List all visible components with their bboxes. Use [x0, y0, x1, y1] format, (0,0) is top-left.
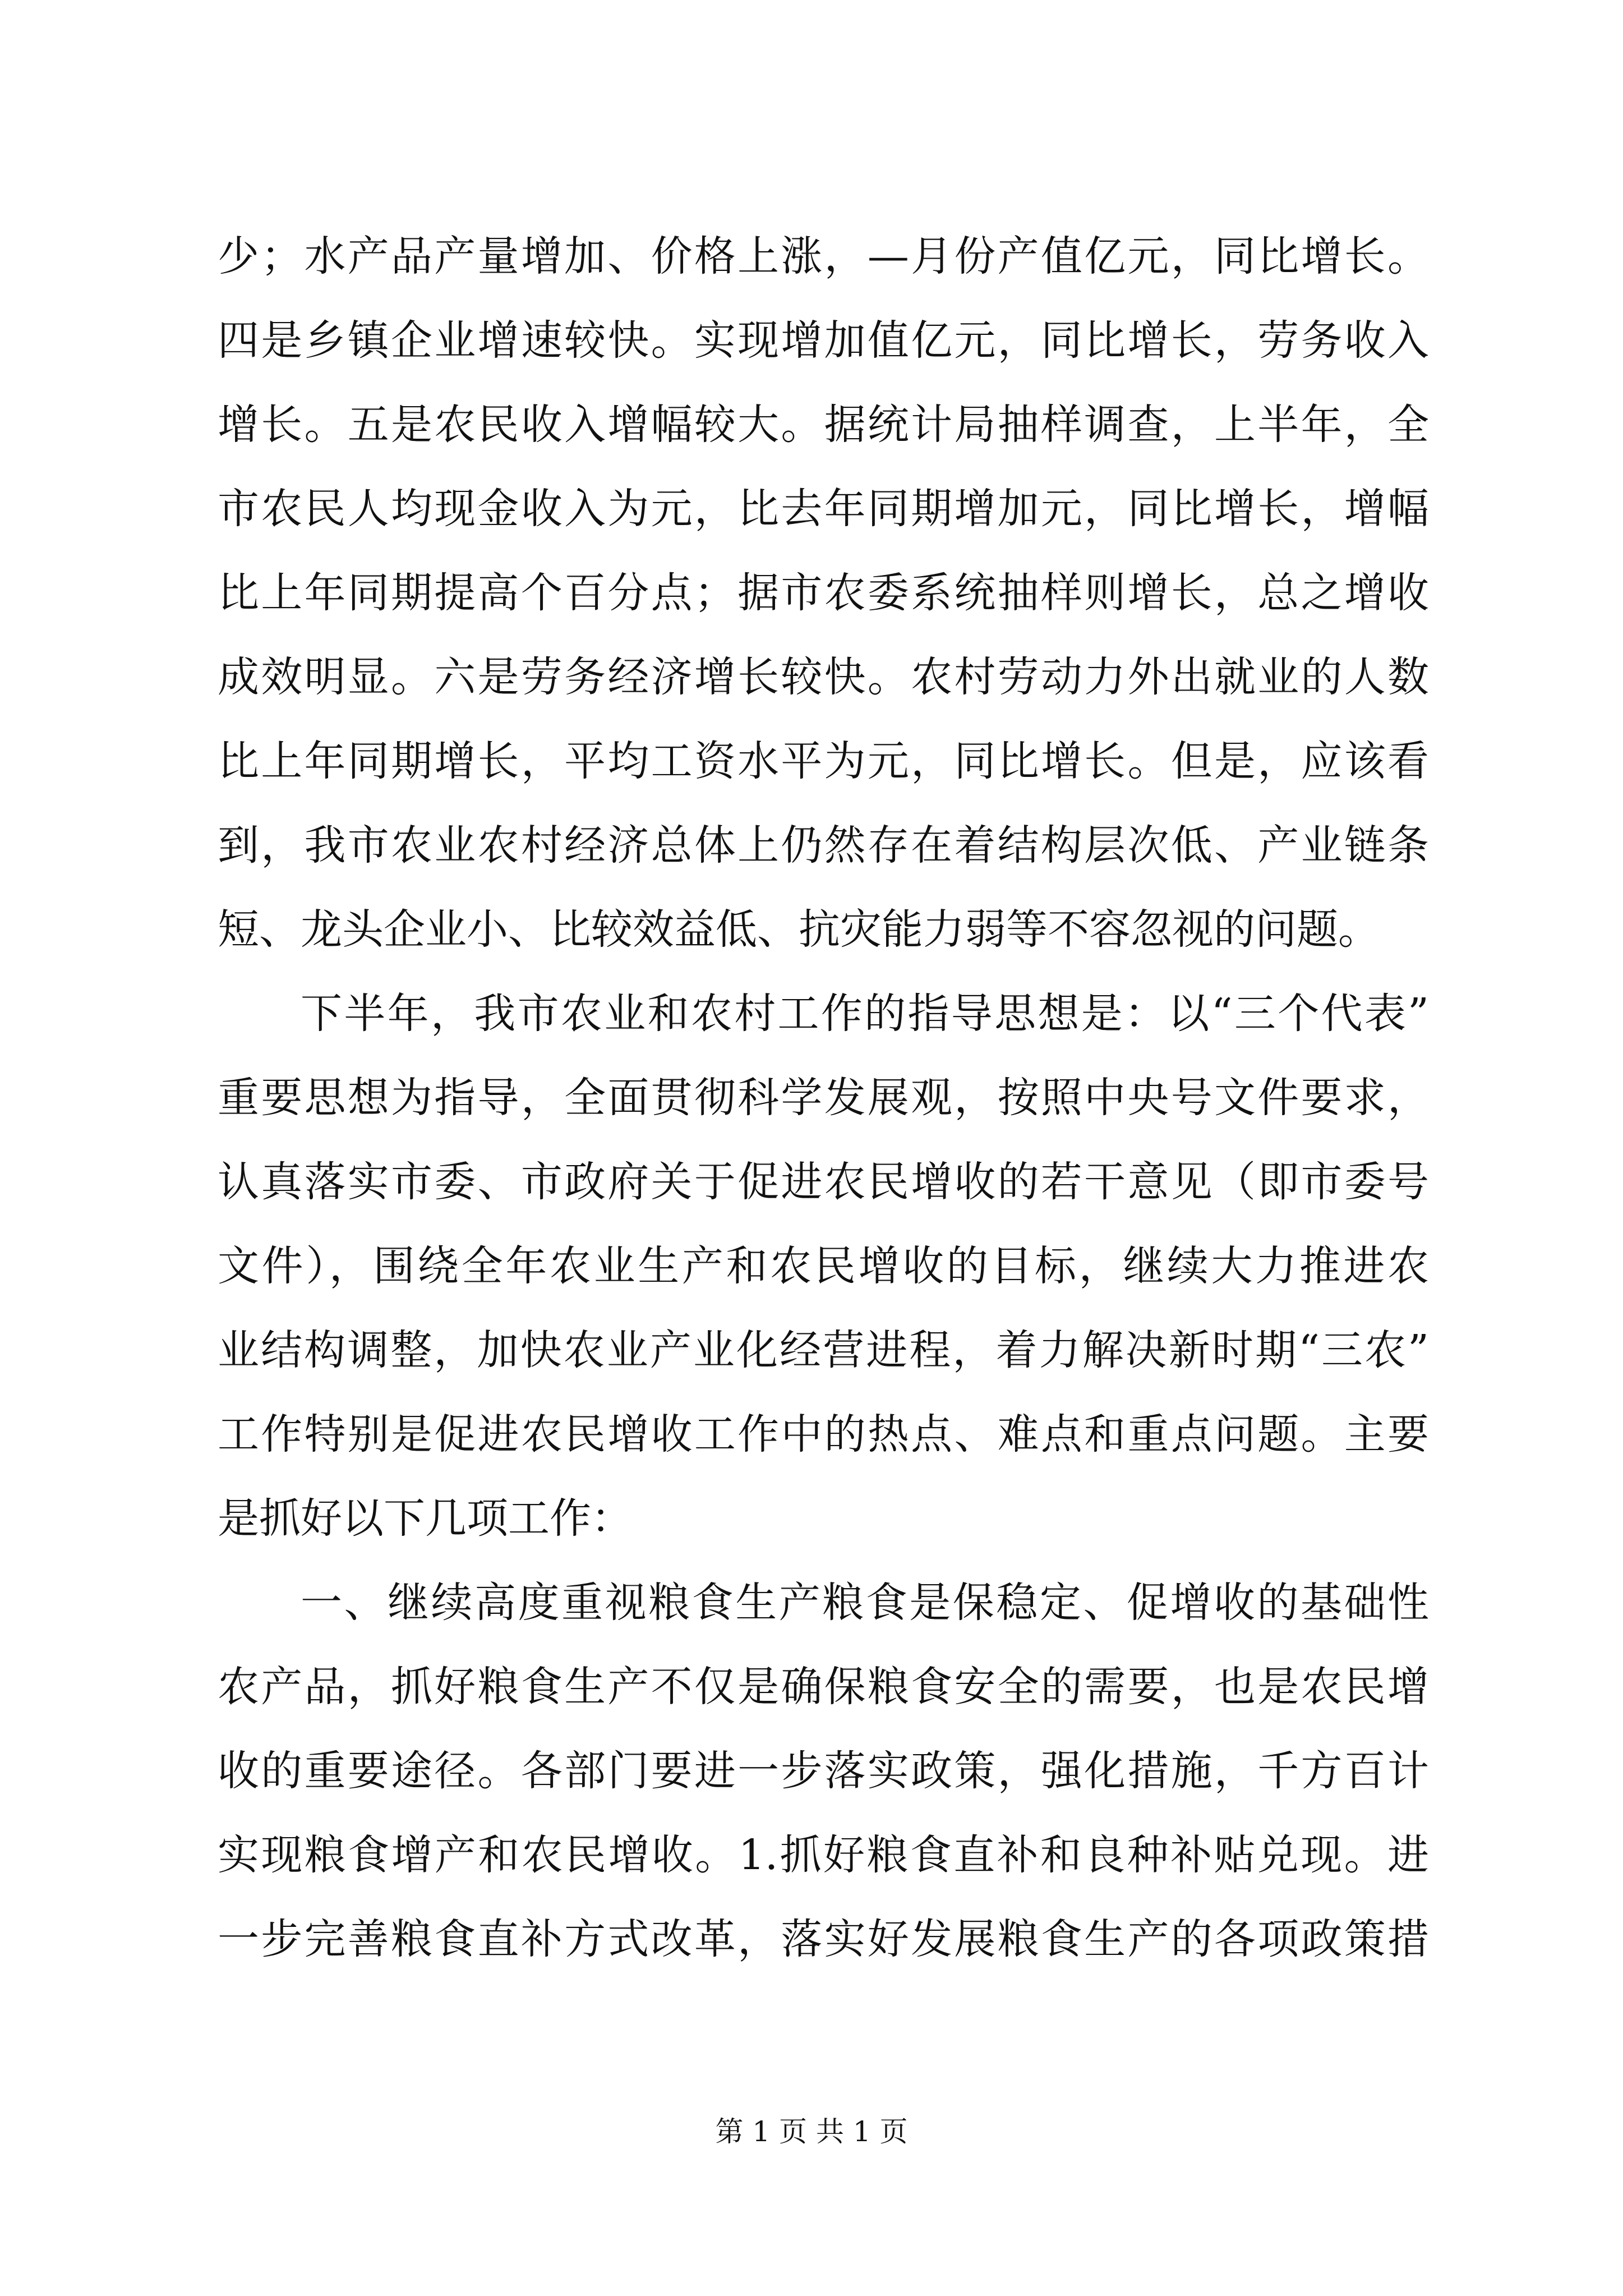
page-number-footer: 第 1 页 共 1 页 [715, 2115, 908, 2148]
text-line: 重要思想为指导，全面贯彻科学发展观，按照中央号文件要求， [218, 1074, 1429, 1122]
text-line: 业结构调整，加快农业产业化经营进程，着力解决新时期“三农” [218, 1326, 1429, 1374]
text-line: 文件），围绕全年农业生产和农民增收的目标，继续大力推进农 [218, 1242, 1429, 1290]
text-line: 一、继续高度重视粮食生产粮食是保稳定、促增收的基础性 [301, 1579, 1429, 1627]
text-line: 四是乡镇企业增速较快。实现增加值亿元，同比增长，劳务收入 [218, 316, 1429, 365]
text-line: 收的重要途径。各部门要进一步落实政策，强化措施，千方百计 [218, 1747, 1429, 1795]
text-line: 工作特别是促进农民增收工作中的热点、难点和重点问题。主要 [218, 1410, 1429, 1458]
text-line: 比上年同期提高个百分点；据市农委系统抽样则增长，总之增收 [218, 569, 1429, 617]
text-line: 一步完善粮食直补方式改革，落实好发展粮食生产的各项政策措 [218, 1915, 1429, 1963]
paragraph-2 [218, 972, 1429, 1561]
text-line: 实现粮食增产和农民增收。1.抓好粮食直补和良种补贴兑现。进 [218, 1831, 1429, 1879]
document-body [218, 214, 1429, 1981]
text-line: 短、龙头企业小、比较效益低、抗灾能力弱等不容忽视的问题。 [218, 905, 1380, 954]
text-line: 少；水产品产量增加、价格上涨，—月份产值亿元，同比增长。 [218, 232, 1429, 280]
text-line: 下半年，我市农业和农村工作的指导思想是：以“三个代表” [301, 990, 1429, 1038]
text-line: 农产品，抓好粮食生产不仅是确保粮食安全的需要，也是农民增 [218, 1663, 1429, 1711]
text-line: 是抓好以下几项工作： [218, 1494, 633, 1543]
text-line: 成效明显。六是劳务经济增长较快。农村劳动力外出就业的人数 [218, 653, 1429, 701]
text-line: 比上年同期增长，平均工资水平为元，同比增长。但是，应该看 [218, 737, 1429, 785]
text-line: 认真落实市委、市政府关于促进农民增收的若干意见（即市委号 [218, 1158, 1429, 1206]
text-line: 市农民人均现金收入为元，比去年同期增加元，同比增长，增幅 [218, 485, 1429, 533]
text-line: 增长。五是农民收入增幅较大。据统计局抽样调查，上半年，全 [218, 401, 1429, 449]
paragraph-3 [218, 1561, 1429, 1981]
text-line: 到，我市农业农村经济总体上仍然存在着结构层次低、产业链条 [218, 821, 1429, 869]
paragraph-1 [218, 214, 1429, 972]
